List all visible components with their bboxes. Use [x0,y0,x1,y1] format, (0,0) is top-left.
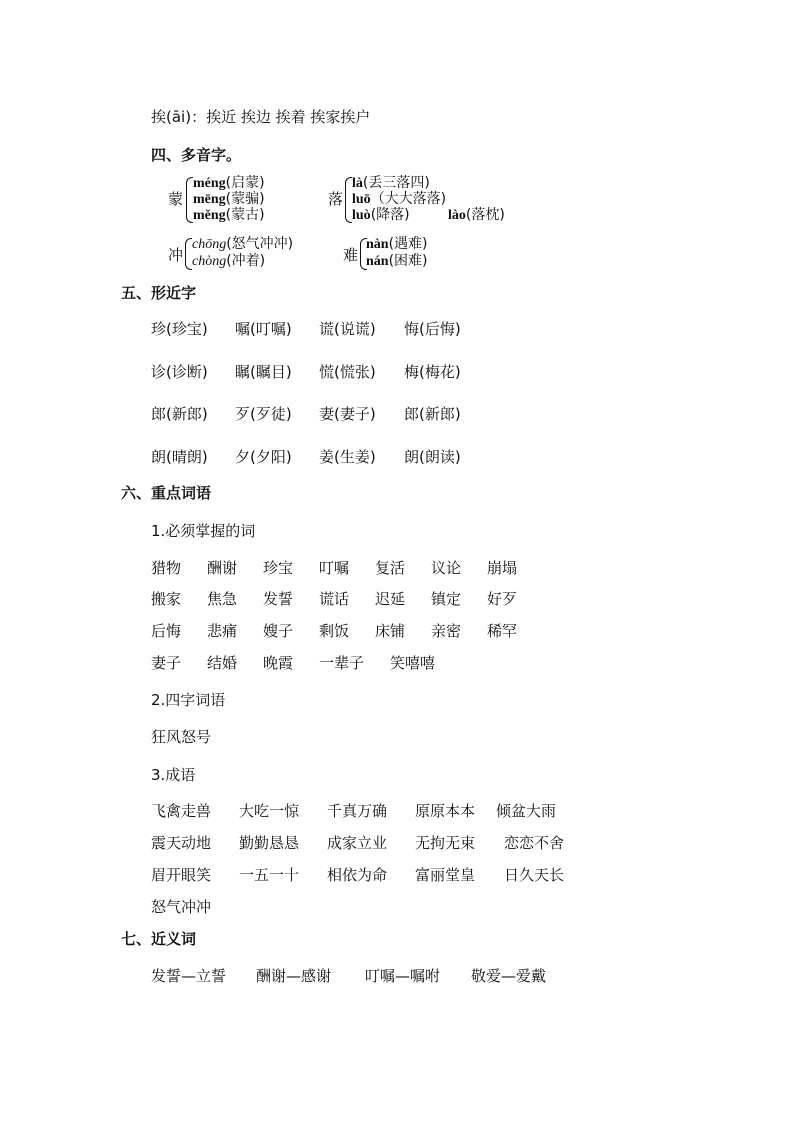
poly-char: 难 [343,246,359,264]
word: 妻子 [151,654,182,672]
similar-char: 诊(诊断) [151,363,208,381]
similar-char: 瞩(瞩目) [235,363,292,381]
word: 猎物 [151,559,182,577]
similar-char: 嘱(叮嘱) [235,320,292,338]
idiom: 飞禽走兽 [151,802,212,820]
word: 结婚 [207,654,238,672]
similar-char: 梅(梅花) [404,363,461,381]
similar-char: 悔(后悔) [404,320,461,338]
section-7-title: 七、近义词 [121,930,197,948]
word: 稀罕 [487,622,518,640]
word: 亲密 [431,622,462,640]
reading: luō（大大落落) [352,191,447,207]
subsection-must-know: 1.必须掌握的词 [151,522,256,540]
idiom: 富丽堂皇 [415,866,476,884]
reading: nán(困难) [366,253,428,269]
reading: luò(降落) [352,207,410,223]
synonym-pair: 发誓—立誓 [151,967,227,985]
word: 剩饭 [319,622,350,640]
word: 后悔 [151,622,182,640]
idiom: 震天动地 [151,834,212,852]
similar-char: 郎(新郎) [151,405,208,423]
word: 迟延 [375,590,406,608]
synonym-pair: 酬谢—感谢 [256,967,332,985]
idiom: 大吃一惊 [239,802,300,820]
subsection-four-char: 2.四字词语 [151,691,226,709]
reading: chōng(怒气冲冲) [192,236,294,252]
similar-char: 姜(生姜) [319,448,376,466]
ai-line: 挨(āi)：挨近 挨边 挨着 挨家挨户 [151,108,371,126]
word: 谎话 [319,590,350,608]
word: 发誓 [263,590,294,608]
reading: měng(蒙古) [193,207,265,223]
idiom: 勤勤恳恳 [239,834,300,852]
brace-icon [345,177,352,223]
word: 一辈子 [319,654,365,672]
poly-char: 落 [328,190,344,208]
word: 搬家 [151,590,182,608]
similar-char: 朗(晴朗) [151,448,208,466]
similar-char: 谎(说谎) [319,320,376,338]
word: 镇定 [431,590,462,608]
similar-char: 珍(珍宝) [151,320,208,338]
reading: mēng(蒙骗) [193,191,265,207]
similar-char: 歹(歹徒) [235,405,292,423]
idiom: 怒气冲冲 [151,898,212,916]
word: 晚霞 [263,654,294,672]
reading: chòng(冲着) [192,253,266,269]
word: 悲痛 [207,622,238,640]
synonym-pair: 叮嘱—嘱咐 [365,967,441,985]
reading: méng(启蒙) [193,175,265,191]
section-6-title: 六、重点词语 [121,484,212,502]
idiom: 一五一十 [239,866,300,884]
word: 笑嘻嘻 [390,654,436,672]
similar-char: 慌(慌张) [319,363,376,381]
similar-char: 夕(夕阳) [235,448,292,466]
reading: là(丢三落四) [352,175,430,191]
four-char-word: 狂风怒号 [151,728,212,746]
word: 复活 [375,559,406,577]
word: 珍宝 [263,559,294,577]
brace-icon [185,238,192,270]
subsection-idioms: 3.成语 [151,766,196,784]
word: 床铺 [375,622,406,640]
idiom: 恋恋不舍 [504,834,565,852]
idiom: 无拘无束 [415,834,476,852]
word: 议论 [431,559,462,577]
brace-icon [186,177,193,223]
poly-char: 蒙 [168,190,184,208]
section-5-title: 五、形近字 [121,284,197,302]
idiom: 成家立业 [327,834,388,852]
idiom: 倾盆大雨 [496,802,557,820]
synonym-pair: 敬爱—爱戴 [471,967,547,985]
word: 嫂子 [263,622,294,640]
section-4-title: 四、多音字。 [151,146,242,164]
idiom: 眉开眼笑 [151,866,212,884]
idiom: 日久天长 [504,866,565,884]
poly-char: 冲 [168,246,184,264]
reading-extra: lào(落枕) [448,207,505,223]
word: 焦急 [207,590,238,608]
similar-char: 妻(妻子) [319,405,376,423]
idiom: 原原本本 [415,802,476,820]
similar-char: 朗(朗读) [404,448,461,466]
word: 叮嘱 [319,559,350,577]
word: 崩塌 [487,559,518,577]
reading: nàn(遇难) [366,236,428,252]
idiom: 相依为命 [327,866,388,884]
word: 好歹 [487,590,518,608]
word: 酬谢 [207,559,238,577]
idiom: 千真万确 [327,802,388,820]
similar-char: 郎(新郎) [404,405,461,423]
